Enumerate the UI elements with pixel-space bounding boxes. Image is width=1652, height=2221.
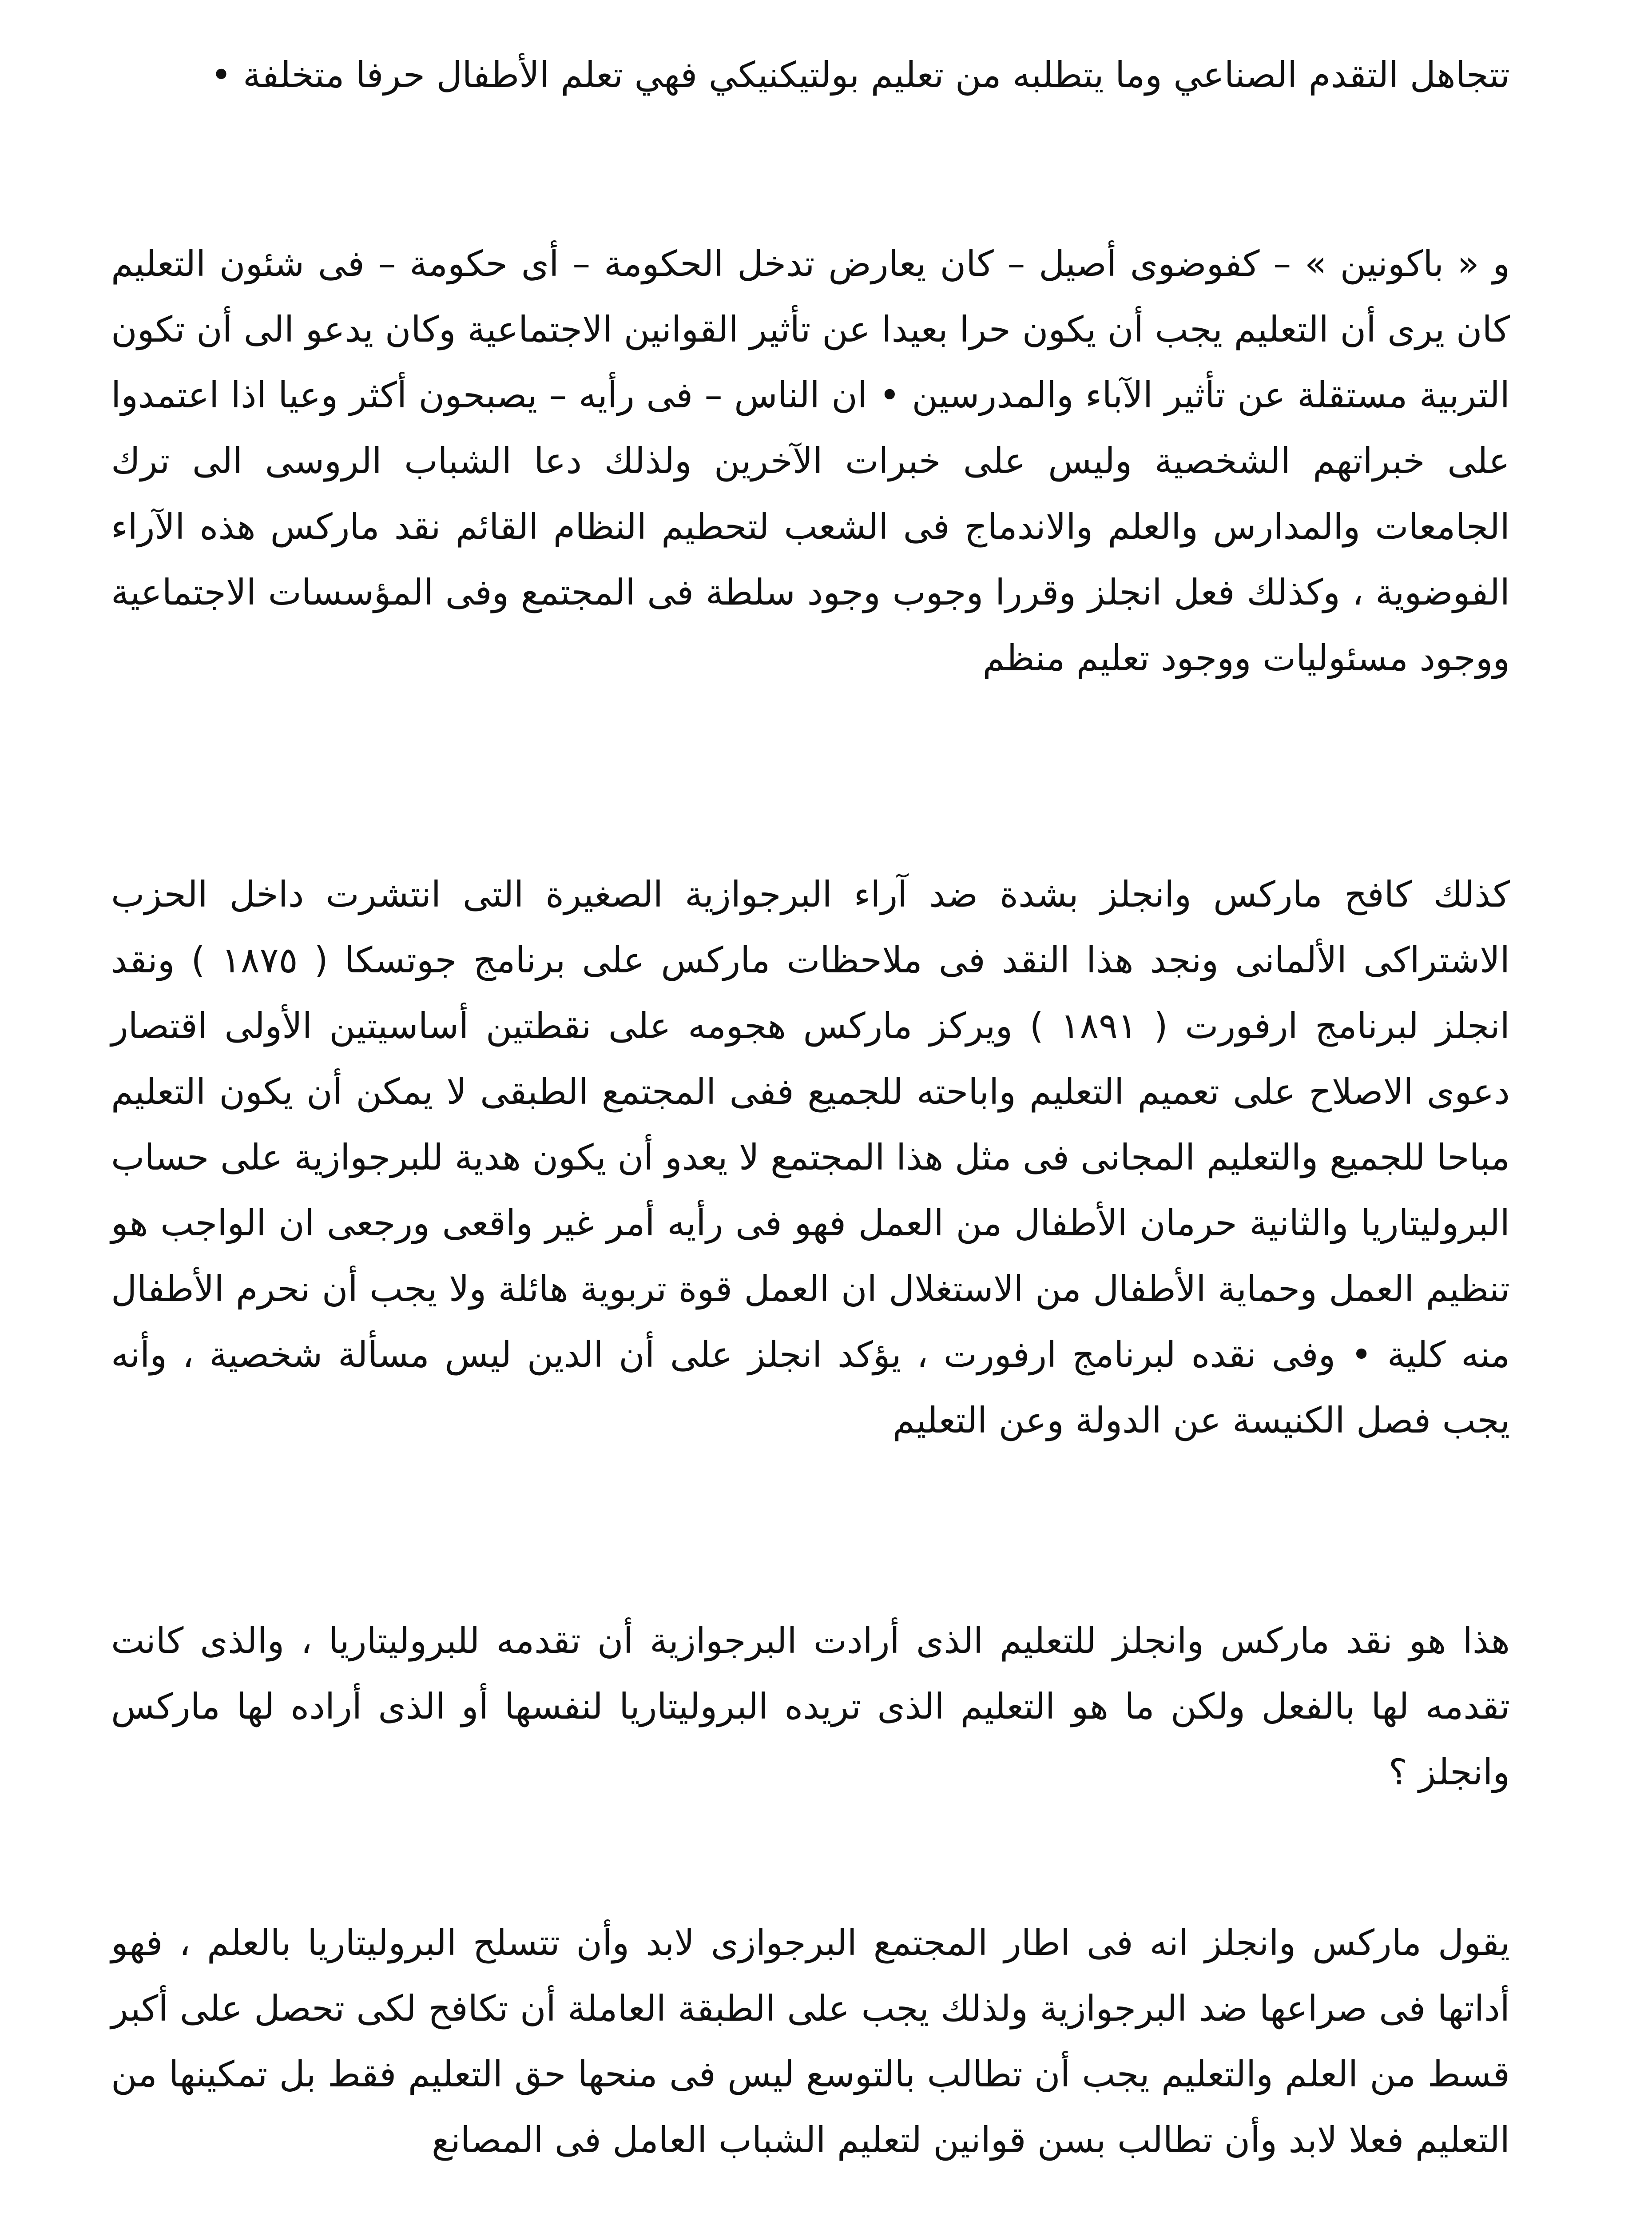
paragraph-4-block xyxy=(111,1608,1510,1805)
paragraph-2-block xyxy=(111,231,1510,691)
paragraph-3-block xyxy=(111,862,1510,1453)
paragraph-1: تتجاهل التقدم الصناعي وما يتطلبه من تعليم بولتيكنيكي فهي تعلم الأطفال حرفا متخلفة • xyxy=(210,54,1510,96)
paragraph-5: يقول ماركس وانجلز انه فى اطار المجتمع البرجوازى لابد وأن تتسلح البروليتاريا بالعلم ، فهو أداتها فى صراعها ضد البرجوازية ولذلك يجب على الطبقة العاملة أن تكافح لكى تحصل على أكبر قسط من العلم والتعليم يجب أن تطالب بالتوسع ليس فى منحها حق التعليم فقط بل تمكينها من التعليم فعلا لابد وأن تطالب بسن قوانين لتعليم الشباب العامل فى المصانع xyxy=(111,1922,1510,2161)
paragraph-1-block xyxy=(111,42,1510,108)
paragraph-2: و « باكونين » – كفوضوى أصيل – كان يعارض تدخل الحكومة – أى حكومة – فى شئون التعليم كان يرى أن التعليم يجب أن يكون حرا بعيدا عن تأثير القوانين الاجتماعية وكان يدعو الى أن تكون التربية مستقلة عن تأثير الآباء والمدرسين • ان الناس – فى رأيه – يصبحون أكثر وعيا اذا اعتمدوا على خبراتهم الشخصية وليس على خبرات الآخرين ولذلك دعا الشباب الروسى الى ترك الجامعات والمدارس والعلم والاندماج فى الشعب لتحطيم النظام القائم نقد ماركس هذه الآراء الفوضوية ، وكذلك فعل انجلز وقررا وجوب وجود سلطة فى المجتمع وفى المؤسسات الاجتماعية ووجود مسئوليات ووجود تعليم منظم xyxy=(111,243,1510,679)
paragraph-3: كذلك كافح ماركس وانجلز بشدة ضد آراء البرجوازية الصغيرة التى انتشرت داخل الحزب الاشتراكى الألمانى ونجد هذا النقد فى ملاحظات ماركس على برنامج جوتسكا ( ١٨٧٥ ) ونقد انجلز لبرنامج ارفورت ( ١٨٩١ ) ويركز ماركس هجومه على نقطتين أساسيتين الأولى اقتصار دعوى الاصلاح على تعميم التعليم واباحته للجميع ففى المجتمع الطبقى لا يمكن أن يكون التعليم مباحا للجميع والتعليم المجانى فى مثل هذا المجتمع لا يعدو أن يكون هدية للبرجوازية على حساب البروليتاريا والثانية حرمان الأطفال من العمل فهو فى رأيه أمر غير واقعى ورجعى ان الواجب هو تنظيم العمل وحماية الأطفال من الاستغلال ان العمل قوة تربوية هائلة ولا يجب أن نحرم الأطفال منه كلية • وفى نقده لبرنامج ارفورت ، يؤكد انجلز على أن الدين ليس مسألة شخصية ، وأنه يجب فصل الكنيسة عن الدولة وعن التعليم xyxy=(111,874,1510,1441)
paragraph-5-block xyxy=(111,1910,1510,2173)
paragraph-4: هذا هو نقد ماركس وانجلز للتعليم الذى أرادت البرجوازية أن تقدمه للبروليتاريا ، والذى كانت تقدمه لها بالفعل ولكن ما هو التعليم الذى تريده البروليتاريا لنفسها أو الذى أراده لها ماركس وانجلز ؟ xyxy=(111,1620,1510,1793)
